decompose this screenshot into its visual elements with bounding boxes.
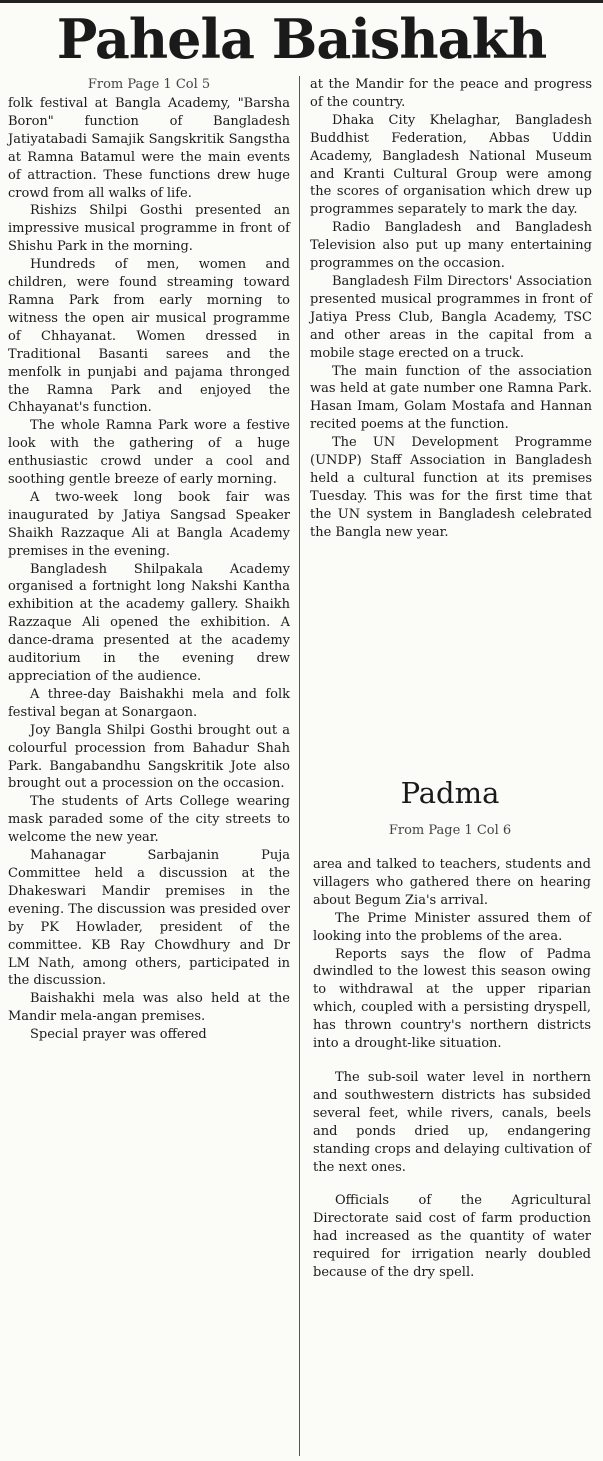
left-column — [8, 76, 290, 1044]
paragraph: Mahanagar Sarbajanin Puja Committee held a discussion at the Dhakeswari Mandir premises in the evening. The discussion was presided over by PK Howlader, president of the committee. KB Ray Chowdhury and Dr LM Nath, among others, participated in the discussion. — [8, 848, 291, 989]
paragraph: The sub-soil water level in northern and southwestern districts has subsided several feet, while rivers, canals, beels and ponds dried up, endangering standing crops and delaying cultivation of the next ones. — [313, 1069, 591, 1175]
paragraph: area and talked to teachers, students and villagers who gathered there on hearing about Begum Zia's arrival. — [313, 857, 591, 908]
paragraph: The main function of the association was held at gate number one Ramna Park. Hasan Imam, Golam Mostafa and Hannan recited poems at the function. — [310, 363, 592, 433]
paragraph: Reports says the flow of Padma dwindled to the lowest this season owing to withdrawal at the upper riparian which, coupled with a persisting dryspell, has thrown country's northern districts into a drought-like situation. — [313, 946, 591, 1052]
spacer — [313, 1176, 591, 1192]
jump-line-sub: From Page 1 Col 6 — [388, 823, 512, 838]
spacer — [313, 1053, 591, 1069]
paragraph: Baishakhi mela was also held at the Mandir mela-angan premises. — [8, 991, 290, 1025]
paragraph: Hundreds of men, women and children, were found streaming toward Ramna Park from early morning to witness the open air musical programme of Chhayanat. Women dressed in Traditional Basanti sarees and the menfolk in punjabi and pajama thronged the Ramna Park and enjoyed the Chhayanat's function. — [8, 257, 290, 416]
column-rule — [299, 76, 300, 1456]
headline: Pahela Baishakh — [56, 7, 547, 71]
paragraph: Bangladesh Shilpakala Academy organised a fortnight long Nakshi Kantha exhibition at the academy gallery. Shaikh Razzaque Ali opened the exhibition. A dance-drama presented at the academy auditorium in the evening drew appreciation of the audience. — [8, 561, 290, 684]
paragraph: Rishizs Shilpi Gosthi presented an impressive musical programme in front of Shishu Park in the morning. — [8, 203, 290, 255]
paragraph: Officials of the Agricultural Directorate said cost of farm production had increased as the quantity of water required for irrigation nearly doubled because of the dry spell. — [313, 1193, 591, 1281]
right-column — [310, 76, 592, 542]
paragraph: Joy Bangla Shilpi Gosthi brought out a colourful procession from Bahadur Shah Park. Bangabandhu Sangskritik Jote also brought out a procession on the occasion. — [8, 722, 290, 792]
paragraph: Special prayer was offered — [30, 1027, 207, 1043]
paragraph: The students of Arts College wearing mask paraded some of the city streets to welcome the new year. — [8, 794, 290, 846]
paragraph: Radio Bangladesh and Bangladesh Television also put up many entertaining programmes on the occasion. — [310, 220, 592, 272]
paragraph: A two-week long book fair was inaugurated by Jatiya Sangsad Speaker Shaikh Razzaque Ali at Bangla Academy premises in the evening. — [8, 489, 290, 559]
paragraph: Dhaka City Khelaghar, Bangladesh Buddhist Federation, Abbas Uddin Academy, Bangladesh National Museum and Kranti Cultural Group were among the scores of organisation which drew up programmes separately to mark the day. — [310, 112, 592, 218]
paragraph: Bangladesh Film Directors' Association presented musical programmes in front of Jatiya Press Club, Bangla Academy, TSC and other areas in the capital from a mobile stage erected on a truck. — [310, 273, 592, 361]
paragraph: at the Mandir for the peace and progress of the country. — [310, 77, 592, 110]
paragraph: The UN Development Programme (UNDP) Staff Association in Bangladesh held a cultural function at its premises Tuesday. This was for the first time that the UN system in Bangladesh celebrated the Bangla new year. — [310, 435, 592, 540]
paragraph: The whole Ramna Park wore a festive look with the gathering of a huge enthusiastic crowd under a cool and soothing gentle breeze of early morning. — [8, 418, 290, 488]
subheadline: Padma — [400, 776, 500, 810]
paragraph: A three-day Baishakhi mela and folk festival began at Sonargaon. — [8, 686, 290, 720]
paragraph: folk festival at Bangla Academy, "Barsha Boron" function of Bangladesh Jatiyatabadi Samajik Sangskritik Sangstha at Ramna Batamul were the main events of attraction. These functions drew huge crowd from all walks of life. — [8, 96, 290, 201]
jump-line-main: From Page 1 Col 5 — [87, 77, 211, 92]
padma-column — [313, 856, 591, 1282]
top-rule — [0, 0, 603, 3]
paragraph: The Prime Minister assured them of looking into the problems of the area. — [313, 910, 591, 944]
